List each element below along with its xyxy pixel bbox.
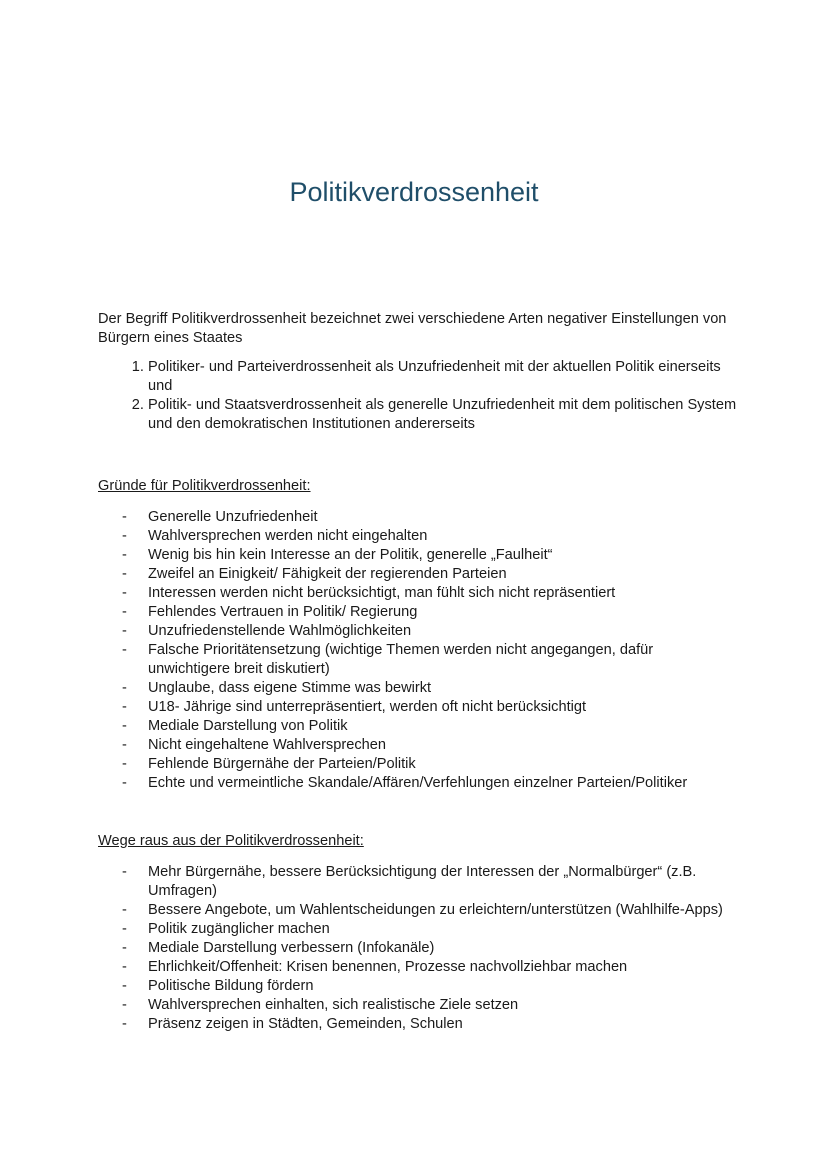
intro-numbered-list xyxy=(98,358,738,434)
reasons-list-item xyxy=(98,546,738,565)
ways-section xyxy=(98,832,738,1034)
dash-bullet: - xyxy=(122,997,127,1013)
dash-bullet: - xyxy=(122,699,127,715)
reasons-list-item xyxy=(98,755,738,774)
dash-bullet: - xyxy=(122,921,127,937)
reasons-item-text: Generelle Unzufriedenheit xyxy=(148,509,318,525)
reasons-section xyxy=(98,477,738,793)
intro-section xyxy=(98,310,738,434)
reasons-list-item xyxy=(98,603,738,622)
ways-list-item xyxy=(98,920,738,939)
ways-item-text: Mehr Bürgernähe, bessere Berücksichtigung der Interessen der „Normalbürger“ (z.B. Umfragen) xyxy=(148,864,697,899)
reasons-list-item xyxy=(98,527,738,546)
reasons-item-text: Interessen werden nicht berücksichtigt, man fühlt sich nicht repräsentiert xyxy=(148,585,616,601)
reasons-item-text: Mediale Darstellung von Politik xyxy=(148,718,348,734)
reasons-list-item xyxy=(98,641,738,679)
dash-bullet: - xyxy=(122,959,127,975)
reasons-list-item xyxy=(98,565,738,584)
ways-list-item xyxy=(98,1015,738,1034)
ways-item-text: Präsenz zeigen in Städten, Gemeinden, Schulen xyxy=(148,1016,463,1032)
reasons-list-item xyxy=(98,717,738,736)
reasons-list-item xyxy=(98,508,738,527)
reasons-list-item xyxy=(98,698,738,717)
reasons-item-text: Zweifel an Einigkeit/ Fähigkeit der regierenden Parteien xyxy=(148,566,507,582)
ways-list-item xyxy=(98,939,738,958)
dash-bullet: - xyxy=(122,585,127,601)
reasons-list-item xyxy=(98,736,738,755)
reasons-item-text: Unzufriedenstellende Wahlmöglichkeiten xyxy=(148,623,412,639)
reasons-item-text: Unglaube, dass eigene Stimme was bewirkt xyxy=(148,680,432,696)
reasons-list-item xyxy=(98,679,738,698)
ways-heading: Wege raus aus der Politikverdrossenheit: xyxy=(98,833,364,849)
reasons-item-text: Fehlende Bürgernähe der Parteien/Politik xyxy=(148,756,416,772)
dash-bullet: - xyxy=(122,718,127,734)
dash-bullet: - xyxy=(122,978,127,994)
ways-item-text: Mediale Darstellung verbessern (Infokanäle) xyxy=(148,940,435,956)
dash-bullet: - xyxy=(122,528,127,544)
reasons-item-text: Wenig bis hin kein Interesse an der Politik, generelle „Faulheit“ xyxy=(148,547,553,563)
ways-item-text: Ehrlichkeit/Offenheit: Krisen benennen, Prozesse nachvollziehbar machen xyxy=(148,959,628,975)
ways-list-item xyxy=(98,977,738,996)
dash-bullet: - xyxy=(122,623,127,639)
reasons-item-text: Echte und vermeintliche Skandale/Affären/Verfehlungen einzelner Parteien/Politiker xyxy=(148,775,688,791)
ways-list-item xyxy=(98,863,738,901)
reasons-item-text: Nicht eingehaltene Wahlversprechen xyxy=(148,737,386,753)
dash-bullet: - xyxy=(122,509,127,525)
dash-bullet: - xyxy=(122,940,127,956)
reasons-item-text: Falsche Prioritätensetzung (wichtige Themen werden nicht angegangen, dafür unwichtigere breit diskutiert) xyxy=(148,642,654,677)
reasons-list-item xyxy=(98,584,738,603)
dash-bullet: - xyxy=(122,775,127,791)
dash-bullet: - xyxy=(122,642,127,658)
dash-bullet: - xyxy=(122,756,127,772)
page-title: Politikverdrossenheit xyxy=(289,177,539,207)
ways-item-text: Wahlversprechen einhalten, sich realistische Ziele setzen xyxy=(148,997,519,1013)
reasons-list-item xyxy=(98,774,738,793)
intro-list-item: 1. Politiker- und Parteiverdrossenheit als Unzufriedenheit mit der aktuellen Politik einerseits und xyxy=(148,358,738,396)
ways-list-item xyxy=(98,901,738,920)
dash-bullet: - xyxy=(122,737,127,753)
reasons-item-text: Wahlversprechen werden nicht eingehalten xyxy=(148,528,428,544)
dash-bullet: - xyxy=(122,902,127,918)
reasons-item-text: Fehlendes Vertrauen in Politik/ Regierung xyxy=(148,604,418,620)
reasons-heading: Gründe für Politikverdrossenheit: xyxy=(98,478,311,494)
ways-item-text: Bessere Angebote, um Wahlentscheidungen zu erleichtern/unterstützen (Wahlhilfe-Apps) xyxy=(148,902,723,918)
dash-bullet: - xyxy=(122,566,127,582)
ways-list xyxy=(98,863,738,1034)
ways-list-item xyxy=(98,958,738,977)
dash-bullet: - xyxy=(122,547,127,563)
ways-list-item xyxy=(98,996,738,1015)
dash-bullet: - xyxy=(122,1016,127,1032)
intro-text: Der Begriff Politikverdrossenheit bezeichnet zwei verschiedene Arten negativer Einstellungen von Bürgern eines Staates xyxy=(98,311,727,346)
ways-item-text: Politische Bildung fördern xyxy=(148,978,314,994)
intro-list-item: 2. Politik- und Staatsverdrossenheit als generelle Unzufriedenheit mit dem politischen System und den demokratischen Institutionen andererseits xyxy=(148,396,738,434)
ways-item-text: Politik zugänglicher machen xyxy=(148,921,330,937)
dash-bullet: - xyxy=(122,680,127,696)
dash-bullet: - xyxy=(122,604,127,620)
reasons-item-text: U18- Jährige sind unterrepräsentiert, werden oft nicht berücksichtigt xyxy=(148,699,587,715)
reasons-list-item xyxy=(98,622,738,641)
reasons-list xyxy=(98,508,738,793)
dash-bullet: - xyxy=(122,864,127,880)
